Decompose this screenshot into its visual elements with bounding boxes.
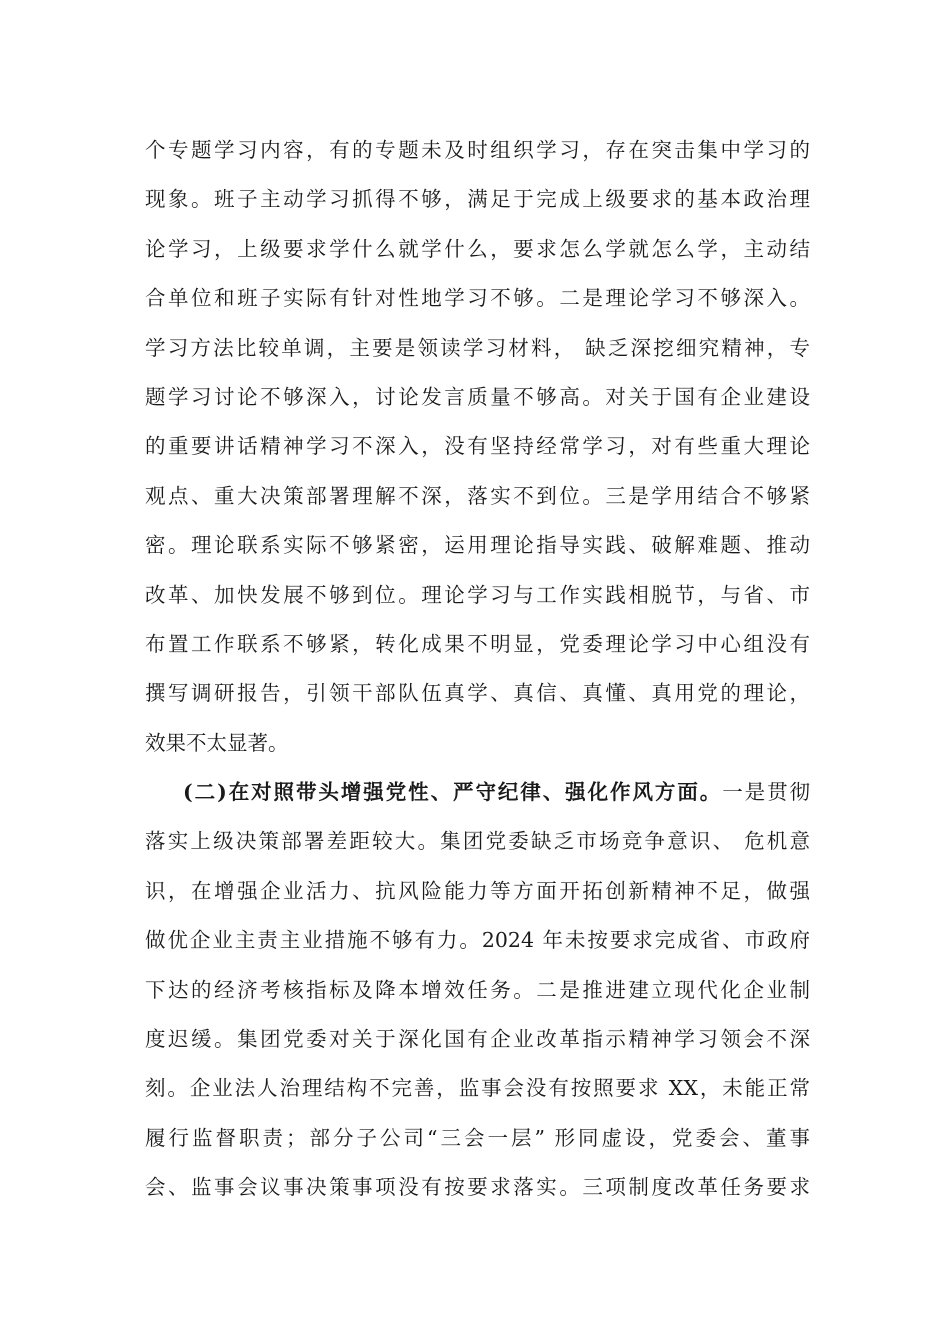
- text-line: 密。理论联系实际不够紧密，运用理论指导实践、破解难题、推动: [145, 533, 810, 558]
- paragraph-1: [145, 126, 810, 768]
- text-run: 一是贯彻: [722, 780, 810, 805]
- text-line: 做优企业主责主业措施不够有力。2024 年未按要求完成省、市政府: [145, 928, 810, 953]
- text-line: 观点、重大决策部署理解不深，落实不到位。三是学用结合不够紧: [145, 483, 810, 508]
- document-body: [145, 126, 810, 1213]
- text-line: 识，在增强企业活力、抗风险能力等方面开拓创新精神不足，做强: [145, 878, 810, 903]
- text-line: [145, 768, 810, 817]
- text-line: 撰写调研报告，引领干部队伍真学、真信、真懂、真用党的理论，: [145, 681, 810, 706]
- text-line: 布置工作联系不够紧，转化成果不明显，党委理论学习中心组没有: [145, 631, 810, 656]
- text-line: 履行监督职责；部分子公司“三会一层” 形同虚设，党委会、董事: [145, 1125, 810, 1150]
- text-line: 学习方法比较单调，主要是领读学习材料， 缺乏深挖细究精神，专: [145, 335, 810, 360]
- section-heading: (二)在对照带头增强党性、严守纪律、强化作风方面。: [183, 780, 723, 805]
- text-line: 合单位和班子实际有针对性地学习不够。二是理论学习不够深入。: [145, 286, 810, 311]
- paragraph-2: [145, 768, 810, 1213]
- text-line: 题学习讨论不够深入，讨论发言质量不够高。对关于国有企业建设: [145, 384, 810, 409]
- text-line: 效果不太显著。: [145, 730, 289, 755]
- text-line: 下达的经济考核指标及降本增效任务。二是推进建立现代化企业制: [145, 977, 810, 1002]
- text-line: 落实上级决策部署差距较大。集团党委缺乏市场竞争意识、 危机意: [145, 829, 810, 854]
- text-line: 刻。企业法人治理结构不完善，监事会没有按照要求 XX，未能正常: [145, 1076, 810, 1101]
- text-line: 论学习，上级要求学什么就学什么，要求怎么学就怎么学，主动结: [145, 236, 810, 261]
- text-line: 个专题学习内容，有的专题未及时组织学习，存在突击集中学习的: [145, 138, 810, 162]
- text-line: 改革、加快发展不够到位。理论学习与工作实践相脱节，与省、市: [145, 582, 810, 607]
- text-line: 会、监事会议事决策事项没有按要求落实。三项制度改革任务要求: [145, 1175, 810, 1200]
- text-line: 度迟缓。集团党委对关于深化国有企业改革指示精神学习领会不深: [145, 1027, 810, 1052]
- text-line: 的重要讲话精神学习不深入，没有坚持经常学习，对有些重大理论: [145, 434, 810, 459]
- text-line: 现象。班子主动学习抓得不够，满足于完成上级要求的基本政治理: [145, 187, 810, 212]
